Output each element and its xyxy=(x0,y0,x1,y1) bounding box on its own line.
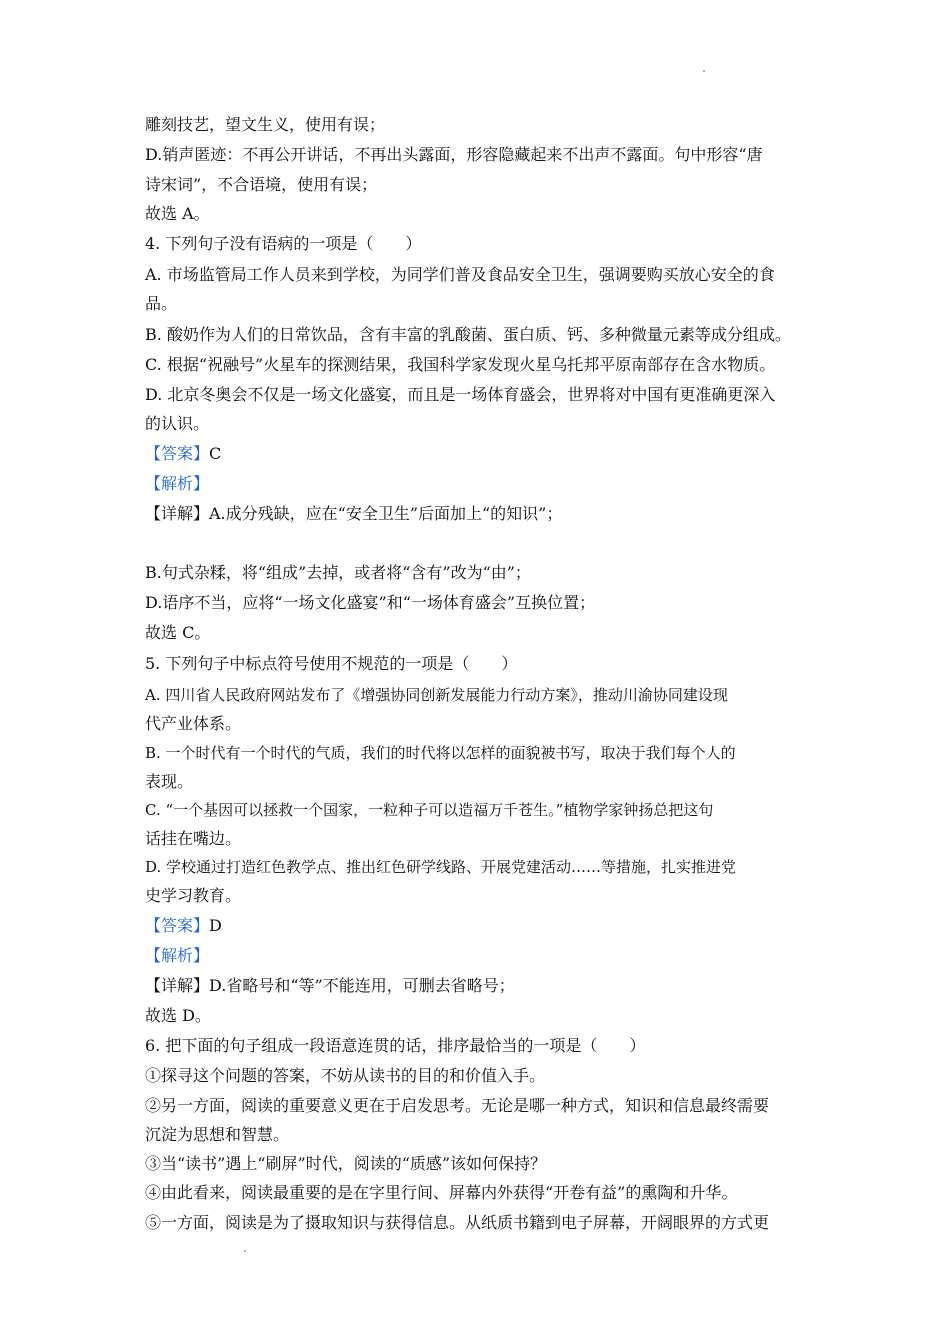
q4-answer xyxy=(145,444,825,464)
q6-sentence-2: ②另一方面，阅读的重要意义更在于启发思考。无论是哪一种方式，知识和信息最终需要 xyxy=(145,1096,770,1115)
page-mark-top xyxy=(703,70,705,72)
q5-option-a: A. 四川省人民政府网站发布了《增强协同创新发展能力行动方案》，推动川渝协同建设现 xyxy=(145,686,728,704)
q5-option-d: D. 学校通过打造红色教学点、推出红色研学线路、开展党建活动……等措施，扎实推进党 xyxy=(145,858,737,876)
q5-option-c: C. “一个基因可以拯救一个国家，一粒种子可以造福万千苍生。”植物学家钟扬总把这句 xyxy=(145,801,714,819)
q6-sentence-3: ③当“读书”遇上“刷屏”时代，阅读的“质感”该如何保持？ xyxy=(145,1154,547,1173)
answer-value: C xyxy=(209,444,222,463)
q5-detail: 【详解】D.省略号和“等”不能连用，可删去省略号； xyxy=(145,976,515,995)
q4-detail: 【详解】A.成分残缺，应在“安全卫生”后面加上“的知识”； xyxy=(145,504,563,523)
q3-explanation-line: 诗宋词”，不合语境，使用有误； xyxy=(145,175,378,194)
answer-tag: 【答案】 xyxy=(145,444,210,463)
q5-answer xyxy=(145,916,825,936)
q4-option-a-cont: 品。 xyxy=(145,294,178,313)
q3-conclusion: 故选 A。 xyxy=(145,204,210,223)
answer-tag: 【答案】 xyxy=(145,916,210,935)
q4-stem: 4. 下列句子没有语病的一项是（ ） xyxy=(145,234,422,253)
q5-option-b: B. 一个时代有一个时代的气质，我们的时代将以怎样的面貌被书写，取决于我们每个人的 xyxy=(145,744,736,762)
q6-stem: 6. 把下面的句子组成一段语意连贯的话，排序最恰当的一项是（ ） xyxy=(145,1036,646,1055)
q4-option-b: B. 酸奶作为人们的日常饮品，含有丰富的乳酸菌、蛋白质、钙、多种微量元素等成分组成。 xyxy=(145,325,791,344)
q5-stem: 5. 下列句子中标点符号使用不规范的一项是（ ） xyxy=(145,654,518,673)
q5-analysis-tag: 【解析】 xyxy=(145,946,210,965)
q4-analysis-tag: 【解析】 xyxy=(145,474,210,493)
q6-sentence-5: ⑤一方面，阅读是为了摄取知识与获得信息。从纸质书籍到电子屏幕，开阔眼界的方式更 xyxy=(145,1213,770,1232)
q4-conclusion: 故选 C。 xyxy=(145,623,211,642)
q6-sentence-4: ④由此看来，阅读最重要的是在字里行间、屏幕内外获得“开卷有益”的熏陶和升华。 xyxy=(145,1183,738,1202)
q5-option-d-cont: 史学习教育。 xyxy=(145,886,242,905)
q4-detail: B.句式杂糅，将“组成”去掉，或者将“含有”改为“由”； xyxy=(145,563,531,582)
q4-option-c: C. 根据“祝融号”火星车的探测结果，我国科学家发现火星乌托邦平原南部存在含水物质。 xyxy=(145,355,776,374)
q5-option-b-cont: 表现。 xyxy=(145,772,194,791)
q4-option-d: D. 北京冬奥会不仅是一场文化盛宴，而且是一场体育盛会，世界将对中国有更准确更深入 xyxy=(145,385,776,404)
q5-conclusion: 故选 D。 xyxy=(145,1006,211,1025)
q3-explanation-line: 雕刻技艺，望文生义，使用有误； xyxy=(145,115,386,134)
q5-option-c-cont: 话挂在嘴边。 xyxy=(145,829,242,848)
q6-sentence-1: ①探寻这个问题的答案，不妨从读书的目的和价值入手。 xyxy=(145,1066,546,1085)
answer-value: D xyxy=(209,916,222,935)
page-mark-bottom xyxy=(244,1250,246,1252)
q3-explanation-line: D.销声匿迹：不再公开讲话，不再出头露面，形容隐藏起来不出声不露面。句中形容“唐 xyxy=(145,145,763,164)
q4-option-d-cont: 的认识。 xyxy=(145,414,210,433)
q5-option-a-cont: 代产业体系。 xyxy=(145,714,242,733)
q6-sentence-2-cont: 沉淀为思想和智慧。 xyxy=(145,1125,290,1144)
q4-option-a: A. 市场监管局工作人员来到学校，为同学们普及食品安全卫生，强调要购买放心安全的食 xyxy=(145,265,775,284)
q4-detail: D.语序不当，应将“一场文化盛宴”和“一场体育盛会”互换位置； xyxy=(145,593,596,612)
